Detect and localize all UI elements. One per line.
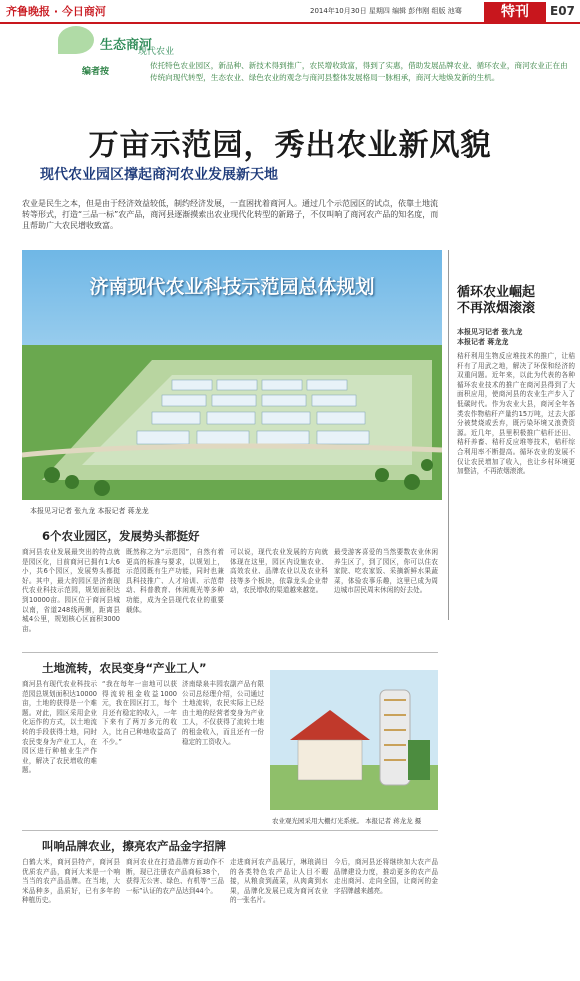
section3-col1: 白鹤大米，商河县特产，商河县优质农产品，商河大米是一个响当当的农产品品牌。在当地，大米品种多，品质好，已有多年的种植历史。	[22, 858, 120, 905]
section1-col2: 既然称之为“示范园”，自然有着更高的标准与要求，以规划上，示范园既有生产功能，同时也兼具科技推广、人才培训、示范带动、科普教育、休闲观光等多种功能，成为全县现代农业的重要载体。	[126, 548, 224, 614]
section-divider	[22, 830, 438, 831]
section1-col3: 可以说，现代农业发展的方向就体现在这里，园区内设施农业、高效农业、品牌农业以及农业科技等多个板块，依靠龙头企业带动，农民增收的渠道越来越宽。	[230, 548, 328, 595]
section3-title: 叫响品牌农业，擦亮农产品金字招牌	[42, 839, 226, 853]
section-sublabel: 现代农业	[138, 47, 175, 57]
editor-note-label: 编者按	[82, 67, 110, 77]
editor-note-text: 依托特色农业园区，新品种、新技术得到推广，农民增收致富，得到了实惠，借助发展品牌农业、循环农业，商河农业正在由传统向现代转型，生态农业、绿色农业的观念与商河县整体发展格局一脉相承，商河大地焕发新的生机。	[150, 61, 568, 82]
leaf-icon	[58, 26, 94, 54]
section2-col2: “我在每年一亩地可以获得流转租金收益1000元，我在园区打工，每个月还有稳定的收入，一年下来有了两万多元的收入，比自己种地收益高了不少。”	[102, 680, 177, 746]
sidebar-title-line1: 循环农业崛起	[457, 285, 536, 300]
section-divider	[22, 652, 438, 653]
intro-paragraph: 农业是民生之本，但是由于经济效益较低，制约经济发展，一直困扰着商河人。通过几个示范园区的试点，依靠土地流转等形式，打造“三品一标”农产品，商河县逐渐摸索出农业现代化转型的新路子，不仅叫响了商河农产品的知名度，而且帮助广大农民增收致富。	[22, 199, 439, 230]
section-tab: 特刊	[484, 2, 546, 22]
section2-title: 土地流转，农民变身“产业工人”	[42, 661, 207, 675]
sidebar-title-line2: 不再浓烟滚滚	[457, 301, 536, 316]
plan-banner-title: 济南现代农业科技示范园总体规划	[89, 276, 375, 298]
section1-title: 6个农业园区，发展势头都挺好	[42, 529, 200, 543]
headline: 万亩示范园，秀出农业新风貌	[88, 128, 492, 163]
sidebar-byline-2: 本报记者 蒋龙龙	[457, 338, 509, 346]
greenhouse-illustration	[270, 670, 438, 810]
hero-caption: 本报见习记者 张九龙 本报记者 蒋龙龙	[30, 507, 149, 515]
sidebar-byline-1: 本报见习记者 张九龙	[457, 328, 523, 336]
sidebar-body: 秸秆利用生物反应堆技术的推广，让秸秆有了用武之地，解决了环保和经济的双重问题。近年来，以此为代表的各种循环农业技术的推广在商河县得到了大面积应用，使商河县的农业生产步入了低碳时代。作为农业大县，商河全年各类农作物秸秆产量约15万吨，过去大部分被焚烧或丢弃，既污染环境又浪费资源。近几年，县里积极推广秸秆还田、秸秆养畜、秸秆反应堆等技术，秸秆综合利用率不断提高。循环农业的发展不仅让农民增加了收入，也让乡村环境更加整洁，不再浓烟滚滚。	[457, 352, 575, 476]
subheadline: 现代农业园区撑起商河农业发展新天地	[40, 167, 278, 183]
section2-col1: 商河县有现代农业科技示范园总规划面积达10000亩，土地的获得是一个难题。对此，园区采用企业化运作的方式，以土地流转的手段获得土地，同时农民变身为产业工人，在园区进行种植业生产作业，解决了农民增收的难题。	[22, 680, 97, 775]
section3-col3: 走进商河农产品展厅，琳琅满目的各类特色农产品让人目不暇接，从粮食到蔬菜，从肉禽到水果，品牌化发展已成为商河农业的一张名片。	[230, 858, 328, 905]
hero-plan-image	[22, 250, 442, 500]
greenhouse-photo	[270, 670, 438, 810]
photo-caption: 农业观光园采用大棚灯光系统。 本报记者 蒋龙龙 摄	[272, 817, 422, 825]
section3-col2: 商河农业在打造品牌方面动作不断，现已注册农产品商标38个，获得无公害、绿色、有机等“三品一标”认证的农产品达到44个。	[126, 858, 224, 895]
sidebar-title	[457, 285, 535, 317]
section1-col4: 最受游客喜爱的当然要数农业休闲养生区了，到了园区，你可以住农家院、吃农家饭、采摘新鲜水果蔬菜，体验农事乐趣，这里已成为周边城市居民周末休闲的好去处。	[334, 548, 438, 595]
sidebar-divider	[448, 250, 449, 620]
section1-col1: 商河县农业发展最突出的特点就是园区化，目前商河已拥有1大6小，共6个园区，发展势头都挺好。其中，最大的园区是济南现代农业科技示范园，规划面积达到10000亩。园区位于商河县城以南，省道248线两侧，距离县城4公里，规划核心区面积3000亩。	[22, 548, 120, 633]
section-label: 生态商河	[100, 38, 153, 53]
section2-col3: 济南绿泉丰园农副产品有限公司总经理介绍，公司通过土地流转，农民实际上已经由土地的经营者变身为产业工人，不仅获得了流转土地的租金收入，而且还有一份稳定的工资收入。	[182, 680, 264, 746]
newspaper-logo: 齐鲁晚报 · 今日商河	[6, 5, 106, 18]
header-meta: 2014年10月30日 星期四 编辑 彭伟刚 组版 池骞	[310, 7, 462, 15]
page-number: E07	[550, 4, 575, 18]
section3-col4: 今后，商河县还将继续加大农产品品牌建设力度，推动更多的农产品走出商河、走向全国，让商河的金字招牌越来越亮。	[334, 858, 438, 895]
